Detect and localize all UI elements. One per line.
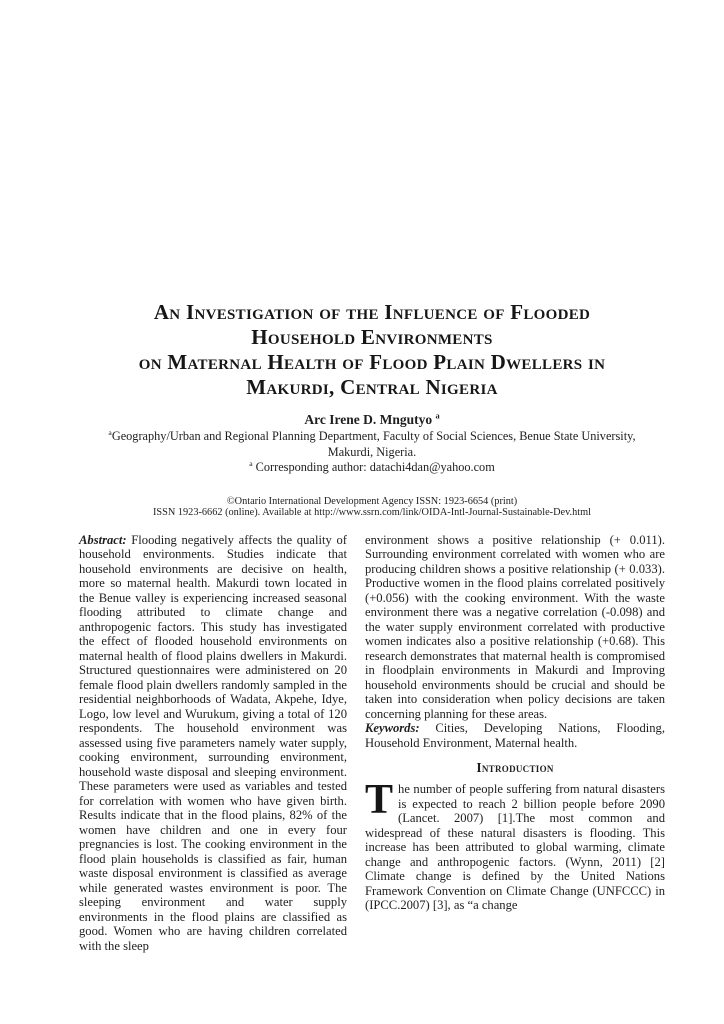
corresponding-superscript: a (249, 458, 253, 468)
author-name: Arc Irene D. Mngutyo (304, 412, 433, 427)
keywords-paragraph (365, 721, 665, 750)
introduction-text: he number of people suffering from natural disasters is expected to reach 2 billion people before 2090 (Lancet. 2007) [1].The most common and widespread of these natural disasters is flooding. This increase has been attributed to global warming, climate change and anthropogenic factors. (Wynn, 2011) [2] Climate change is defined by the United Nations Framework Convention on Climate Change (UNFCCC) in (IPCC.2007) [3], as “a change (365, 782, 665, 912)
author-line (79, 412, 665, 428)
imprint-line-1: ©Ontario International Development Agency ISSN: 1923-6654 (print) (226, 495, 518, 507)
paper-title (79, 300, 665, 400)
abstract-continuation-paragraph: environment shows a positive relationship (+ 0.011). Surrounding environment correlated with women who are producing children shows a positive relationship (+ 0.033). Productive women in the flood plains correlated positively (+0.056) with the cooking environment. With the waste environment there was a negative correlation (-0.098) and the water supply environment correlated with productive women indicates also a positive relationship (+0.68). This research demonstrates that maternal health is compromised in floodplain environments in Makurdi and Improving household environments should be crucial and should be taken into consideration when policy decisions are taken concerning planning for these areas. (365, 532, 665, 721)
affiliation-city: Makurdi, Nigeria. (327, 444, 417, 459)
corresponding-author-text: Corresponding author: datachi4dan@yahoo.com (255, 460, 495, 474)
two-column-body (79, 533, 665, 954)
abstract-paragraph (79, 533, 347, 954)
keywords-label: Keywords: (365, 721, 420, 735)
title-line-3: on Maternal Health of Flood Plain Dwellers in (138, 350, 606, 374)
abstract-text: Flooding negatively affects the quality of household environments. Studies indicate that household environments are decisive on health, more so maternal health. Makurdi town located in the Benue valley is experiencing increased seasonal flooding attributed to climate change and anthropogenic factors. This study has investigated the effect of flooded household environments on maternal health of flood plains dwellers in Makurdi. Structured questionnaires were administered on 20 female flood plain dwellers randomly sampled in the residential neighborhoods of Wadata, Akpehe, Idye, Logo, low level and Wurukum, giving a total of 120 respondents. The household environment was assessed using five parameters namely water supply, cooking environment, surrounding environment, household waste disposal and sleeping environment. These parameters were used as variables and tested for correlation with women who have given birth. Results indicate that in the flood plains, 82% of the women have children and one in every four pregnancies is lost. The cooking environment in the flood plain households is classified as fair, human waste disposal environment is classified as average while generated wastes environment is poor. The sleeping environment and water supply environments in the flood plains are classified as good. Women who are having children correlated with the sleep (79, 532, 347, 953)
title-line-4: Makurdi, Central Nigeria (246, 375, 498, 399)
affiliation-superscript: a (108, 427, 112, 437)
author-superscript: a (435, 411, 440, 421)
keywords-text: Cities, Developing Nations, Flooding, Household Environment, Maternal health. (365, 721, 665, 750)
corresponding-author-line (79, 460, 665, 476)
right-column (365, 533, 665, 954)
affiliation-dept: Geography/Urban and Regional Planning Department, Faculty of Social Sciences, Benue State University, (111, 429, 636, 443)
left-column (79, 533, 347, 954)
drop-cap: T (365, 777, 394, 823)
introduction-heading: Introduction (476, 760, 554, 775)
affiliation-line (79, 429, 665, 445)
title-line-2: Household Environments (251, 325, 493, 349)
title-line-1: An Investigation of the Influence of Flooded (153, 300, 591, 324)
introduction-paragraph (365, 777, 665, 913)
affiliation-block (79, 429, 665, 476)
journal-imprint (79, 496, 665, 519)
imprint-line-2: ISSN 1923-6662 (online). Available at http://www.ssrn.com/link/OIDA-Intl-Journal-Sustainable-Dev.html (152, 507, 592, 518)
abstract-label: Abstract: (79, 532, 127, 547)
